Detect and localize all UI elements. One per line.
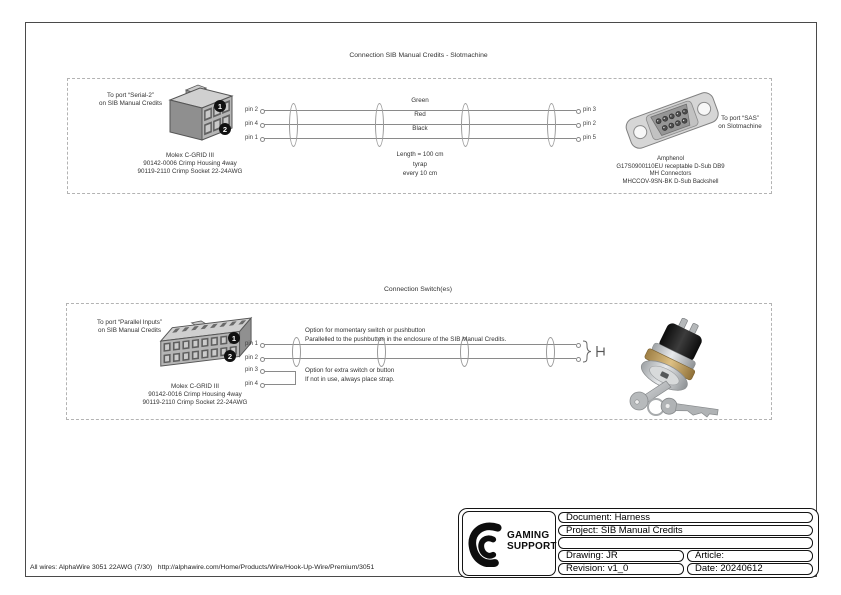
- tyrap-ellipse: [289, 103, 298, 147]
- strap-wire-top: [264, 371, 295, 372]
- extra-switch-note: Option for extra switch or button If not in use, always place strap.: [305, 367, 395, 383]
- wire-switch-2: [264, 358, 576, 359]
- title-block-drawing-cell: Drawing: JR: [558, 550, 684, 562]
- title-block-project-cell: Project: SIB Manual Credits: [558, 525, 813, 537]
- strap-wire-vertical: [295, 371, 296, 385]
- section1-left-connector-caption: Molex C-GRID III 90142-0006 Crimp Housing 4way 90119-2110 Crimp Socket 22-24AWG: [137, 152, 243, 175]
- section1-right-port-label: To port “SAS” on Slotmachine: [718, 115, 762, 130]
- keyswitch-photo: [612, 318, 737, 418]
- pin-group-badge-1: 1: [228, 332, 240, 344]
- pin-group-badge-1: 1: [214, 100, 226, 112]
- section2-pin-label: pin 1: [244, 340, 258, 347]
- wire-switch-1: [264, 344, 576, 345]
- section2-left-port-label: To port “Parallel Inputs” on SIB Manual Credits: [96, 319, 163, 334]
- footer-wire-spec: All wires: AlphaWire 3051 22AWG (7/30) http://alphawire.com/Home/Products/Wire/Hook-Up-Wire/Premium/3051: [30, 564, 375, 571]
- logo-cell: [462, 511, 556, 576]
- wire-terminal-node: [576, 137, 581, 142]
- molex-4way-connector-illustration: [162, 82, 242, 146]
- gaming-support-ear-logo-icon: [468, 521, 504, 567]
- section2-connector-caption: Molex C-GRID III 90142-0016 Crimp Housing 4way 90119-2110 Crimp Socket 22-24AWG: [142, 383, 248, 406]
- section1-title: Connection SIB Manual Credits - Slotmachine: [349, 52, 488, 59]
- section2-pin-label: pin 2: [244, 354, 258, 361]
- tyrap-ellipse: [375, 103, 384, 147]
- section1-pin-label: pin 4: [244, 120, 258, 127]
- wire-label-green: Green: [411, 97, 429, 104]
- wire-terminal-node: [576, 109, 581, 114]
- section2-pin-label: pin 4: [244, 380, 258, 387]
- section1-pin-label: pin 2: [244, 106, 258, 113]
- section1-pin-label: pin 3: [583, 106, 597, 113]
- title-block-revision-cell: Revision: v1_0: [558, 563, 684, 575]
- section1-right-connector-caption: Amphenol G17S0900110EU receptable D-Sub DB9 MH Connectors MHCCOV-9SN-BK D-Sub Backshell: [616, 156, 725, 185]
- logo-wordmark: GAMING SUPPORT: [507, 530, 557, 552]
- pin-group-badge-2: 2: [219, 123, 231, 135]
- section2-pin-label: pin 3: [244, 367, 258, 373]
- title-block-date-cell: Date: 20240612: [687, 563, 813, 575]
- section1-pin-label: pin 5: [583, 134, 597, 141]
- section1-pin-label: pin 2: [583, 120, 597, 127]
- wire-label-red: Red: [414, 111, 426, 118]
- strap-wire-bottom: [264, 384, 295, 385]
- tyrap-ellipse: [547, 103, 556, 147]
- title-block-spare-cell: [558, 537, 813, 549]
- momentary-switch-note: Option for momentary switch or pushbutton Parallelled to the pushbutton in the enclosure of the SIB Manual Credits.: [305, 327, 507, 343]
- section1-left-port-label: To port “Serial-2” on SIB Manual Credits: [99, 92, 162, 107]
- length-note: Length = 100 cm tyrap every 10 cm: [396, 151, 444, 177]
- pin-group-badge-2: 2: [224, 350, 236, 362]
- tyrap-ellipse: [292, 337, 301, 367]
- title-block-article-cell: Article:: [687, 550, 813, 562]
- section1-pin-label: pin 1: [244, 134, 258, 141]
- section2-title: Connection Switch(es): [384, 286, 452, 293]
- wire-label-black: Black: [412, 125, 428, 132]
- title-block-document-cell: Document: Harness: [558, 512, 813, 524]
- tyrap-ellipse: [461, 103, 470, 147]
- wire-black: [264, 138, 576, 139]
- wire-terminal-node: [576, 123, 581, 128]
